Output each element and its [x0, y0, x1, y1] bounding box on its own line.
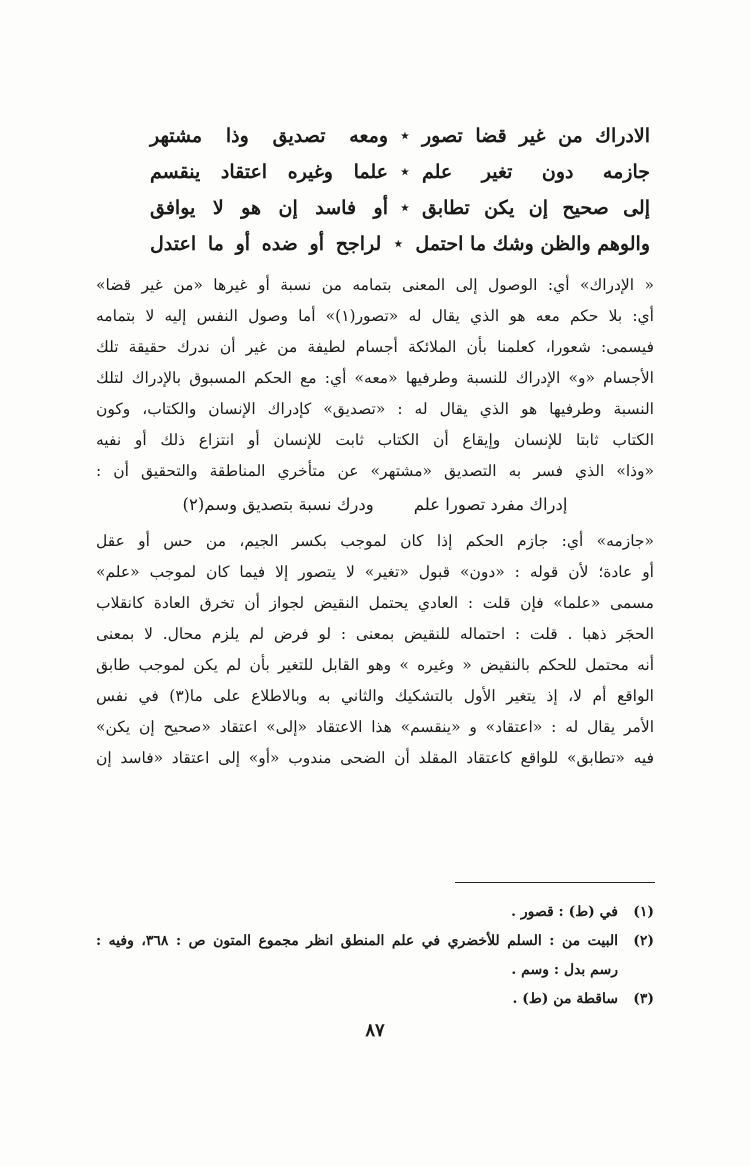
verse-first-hemistich: والوهم والظن وشك ما احتمل — [415, 233, 650, 255]
quoted-verse-second: ودرك نسبة بتصديق وسم(٢) — [182, 495, 374, 514]
footnote-number: (١) — [633, 904, 654, 920]
footnote-number: (٣) — [633, 991, 654, 1007]
footnote-text: رسم بدل : وسم . — [511, 962, 618, 978]
page-number: ٨٧ — [365, 1020, 385, 1041]
verse-line — [150, 226, 650, 262]
verse-second-hemistich: ومعه تصديق وذا مشتهر — [150, 125, 388, 147]
star-separator-icon: ٭ — [401, 128, 409, 144]
verse-first-hemistich: إلى صحيح إن يكن تطابق — [422, 197, 650, 219]
verse-first-hemistich: جازمه دون تغير علم — [422, 161, 650, 183]
commentary-line: «جازمه» أي: جازم الحكم إذا كان لموجب بكسر الجيم، من حس أو عقل — [96, 532, 654, 550]
verse-second-hemistich: لراجح أو ضده أو ما اعتدل — [150, 233, 382, 255]
verse-first-hemistich: الادراك من غير قضا تصور — [422, 125, 650, 147]
star-separator-icon: ٭ — [401, 164, 409, 180]
commentary-line: أنه محتمل للحكم بالنقيض « وغيره » وهو القابل للتغير بأن لم يكن لموجب طابق — [96, 656, 654, 674]
verse-line — [150, 118, 650, 154]
commentary-line: «وذا» الذي فسر به التصديق «مشتهر» عن متأخري المناطقة والتحقيق أن : — [96, 462, 654, 480]
footnote-divider — [455, 882, 655, 883]
footnote-text: ساقطة من (ط) . — [512, 991, 618, 1007]
commentary-line: النسبة وطرفيها هو الذي يقال له : «تصديق» كإدراك الإنسان والكتاب، وكون — [96, 400, 654, 418]
verse-line — [150, 190, 650, 226]
commentary-line: الحجَر ذهبا . قلت : احتماله للنقيض بمعنى : لو فرض لم يلزم محال. لا بمعنى — [96, 625, 654, 643]
commentary-line: أو عادة؛ لأن قوله : «دون» قبول «تغير» لا يتصور إلا فيما كان لموجب «علم» — [96, 563, 654, 581]
commentary-line: فيسمى: شعورا، كعلمنا بأن الملائكة أجسام لطيفة من غير أن ندرك حقيقة تلك — [96, 338, 654, 356]
verse-line — [150, 154, 650, 190]
commentary-line: الأجسام «و» الإدراك للنسبة وطرفيها «معه» أي: مع الحكم المسبوق بالإدراك لتلك — [96, 369, 654, 387]
footnote — [96, 985, 654, 1014]
star-separator-icon: ٭ — [401, 200, 409, 216]
quoted-verse — [96, 489, 654, 520]
verse-second-hemistich: أو فاسد إن هو لا يوافق — [150, 197, 388, 219]
verse-second-hemistich: علما وغيره اعتقاد ينقسم — [150, 161, 388, 183]
commentary-line: مسمى «علما» فإن قلت : العادي يحتمل النقيض لجواز أن تخرق العادة كانقلاب — [96, 594, 654, 612]
footnotes — [96, 898, 654, 1014]
commentary-line: أي: بلا حكم معه هو الذي يقال له «تصور(١)» أما وصول النفس إليه لا بتمامه — [96, 307, 654, 325]
commentary-line: « الإدراك» أي: الوصول إلى المعنى بتمامه من نسبة أو غيرها «من غير قضا» — [96, 276, 654, 294]
footnote-text: البيت من : السلم للأخضري في علم المنطق انظر مجموع المتون ص : ٣٦٨، وفيه : — [96, 933, 618, 949]
footnote — [96, 898, 654, 927]
commentary-line: الأمر يقال له : «اعتقاد» و «ينقسم» هذا الاعتقاد «إلى» اعتقاد «صحيح إن يكن» — [96, 718, 654, 736]
quoted-verse-first: إدراك مفرد تصورا علم — [413, 495, 568, 514]
footnote-text: في (ط) : قصور . — [511, 904, 618, 920]
star-separator-icon: ٭ — [394, 236, 403, 252]
commentary-text — [96, 270, 654, 774]
footnote-number: (٢) — [633, 933, 654, 949]
commentary-line: فيه «تطابق» للواقع كاعتقاد المقلد أن الضحى مندوب «أو» إلى اعتقاد «فاسد إن — [96, 749, 654, 767]
poem-verses — [150, 118, 650, 262]
commentary-line: الكتاب ثابتا للإنسان وإيقاع أن الكتاب ثابت للإنسان أو انتزاع ذلك أو نفيه — [96, 431, 654, 449]
footnote — [96, 927, 654, 956]
commentary-line: الواقع أم لا، إذ يتغير الأول بالتشكيك والثاني به وبالاطلاع على ما(٣) في نفس — [96, 687, 654, 705]
footnote-continuation — [96, 956, 654, 985]
